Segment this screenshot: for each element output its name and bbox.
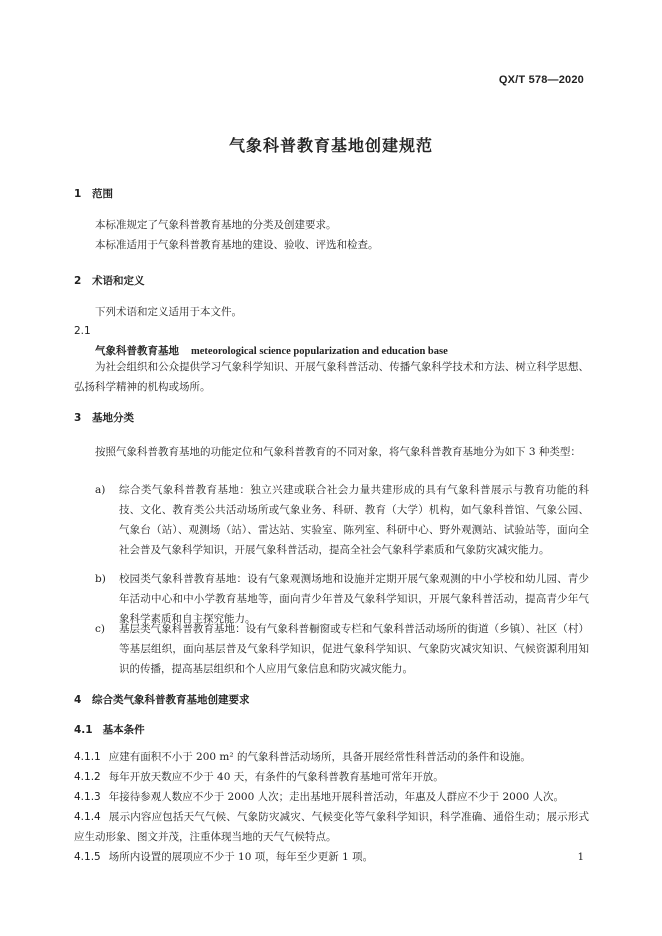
term-chinese: 气象科普教育基地	[95, 345, 179, 357]
clause-number: 4.1.4	[74, 811, 101, 823]
list-item	[95, 619, 589, 679]
term-heading	[95, 343, 448, 358]
clause-text: 年接待参观人数应不少于 2000 人次；走出基地开展科普活动，年惠及人群应不少于 2000 人次。	[108, 791, 565, 803]
clause	[74, 807, 589, 847]
page-number: 1	[577, 852, 584, 863]
section-3-intro: 按照气象科普教育基地的功能定位和气象科普教育的不同对象，将气象科普教育基地分为如下 3 种类型：	[95, 446, 581, 458]
term-number: 2.1	[74, 325, 91, 337]
clause	[74, 747, 589, 767]
clause	[74, 847, 589, 867]
section-2-heading	[74, 273, 145, 288]
term-english: meteorological science popularization and education base	[191, 346, 448, 357]
section-number: 3	[74, 412, 82, 424]
clause-text: 每年开放天数应不少于 40 天，有条件的气象科普教育基地可常年开放。	[108, 771, 444, 783]
subsection-title: 基本条件	[102, 724, 145, 736]
standard-code: QX/T 578—2020	[498, 74, 584, 86]
list-item-label: b)	[95, 573, 106, 585]
list-item-text: 校园类气象科普教育基地：设有气象观测场地和设施并定期开展气象观测的中小学校和幼儿园、青少年活动中心和中小学教育基地等，面向青少年普及气象科学知识，开展气象科普活动，提高青少年气象科学素质和自主探究能力。	[119, 573, 589, 625]
clause-text: 应建有面积不小于 200 m² 的气象科普活动场所，具备开展经常性科普活动的条件和设施。	[108, 751, 531, 763]
term-definition: 为社会组织和公众提供学习气象科学知识、开展气象科普活动、传播气象科学技术和方法、树立科学思想、弘扬科学精神的机构或场所。	[74, 361, 589, 393]
list-item	[95, 480, 589, 560]
clause-text: 场所内设置的展项应不少于 10 项，每年至少更新 1 项。	[108, 851, 374, 863]
section-title: 综合类气象科普教育基地创建要求	[92, 694, 250, 706]
section-3-heading	[74, 410, 134, 425]
section-title: 范围	[92, 188, 113, 200]
section-1-heading	[74, 186, 113, 201]
list-item-label: a)	[95, 484, 106, 496]
section-1-paragraph-2: 本标准适用于气象科普教育基地的建设、验收、评选和检查。	[95, 239, 379, 251]
list-item-label: c)	[95, 623, 105, 635]
clause-text: 展示内容应包括天气气候、气象防灾减灾、气候变化等气象科学知识，科学准确、通俗生动；展示形式应生动形象、图文并茂，注重体现当地的天气气候特点。	[74, 811, 589, 843]
section-number: 1	[74, 188, 82, 200]
list-item-text: 基层类气象科普教育基地：设有气象科普橱窗或专栏和气象科普活动场所的街道（乡镇）、社区（村）等基层组织，面向基层普及气象科学知识，促进气象科学知识、气象防灾减灾知识、气候资源利用知识的传播，提高基层组织和个人应用气象信息和防灾减灾能力。	[119, 623, 589, 675]
section-title: 基地分类	[92, 412, 134, 424]
section-number: 2	[74, 275, 82, 287]
section-1-paragraph-1: 本标准规定了气象科普教育基地的分类及创建要求。	[95, 219, 337, 231]
section-number: 4	[74, 694, 82, 706]
list-item-text: 综合类气象科普教育基地：独立兴建或联合社会力量共建形成的具有气象科普展示与教育功能的科技、文化、教育类公共活动场所或气象业务、科研、教育（大学）机构，如气象科普馆、气象公园、气象台（站）、观测场（站）、雷达站、实验室、陈列室、科研中心、野外观测站、试验站等，面向全社会普及气象科学知识，开展气象科普活动，提高全社会气象科学素质和气象防灾减灾能力。	[119, 484, 589, 556]
document-title: 气象科普教育基地创建规范	[228, 136, 433, 155]
subsection-number: 4.1	[74, 724, 93, 736]
clause-number: 4.1.2	[74, 771, 101, 783]
clause	[74, 787, 589, 807]
clause-number: 4.1.5	[74, 851, 101, 863]
clause	[74, 767, 589, 787]
section-2-paragraph-1: 下列术语和定义适用于本文件。	[95, 306, 242, 318]
clause-number: 4.1.1	[74, 751, 101, 763]
clause-number: 4.1.3	[74, 791, 101, 803]
subsection-4-1-heading	[74, 722, 145, 737]
section-4-heading	[74, 692, 250, 707]
section-title: 术语和定义	[92, 275, 145, 287]
